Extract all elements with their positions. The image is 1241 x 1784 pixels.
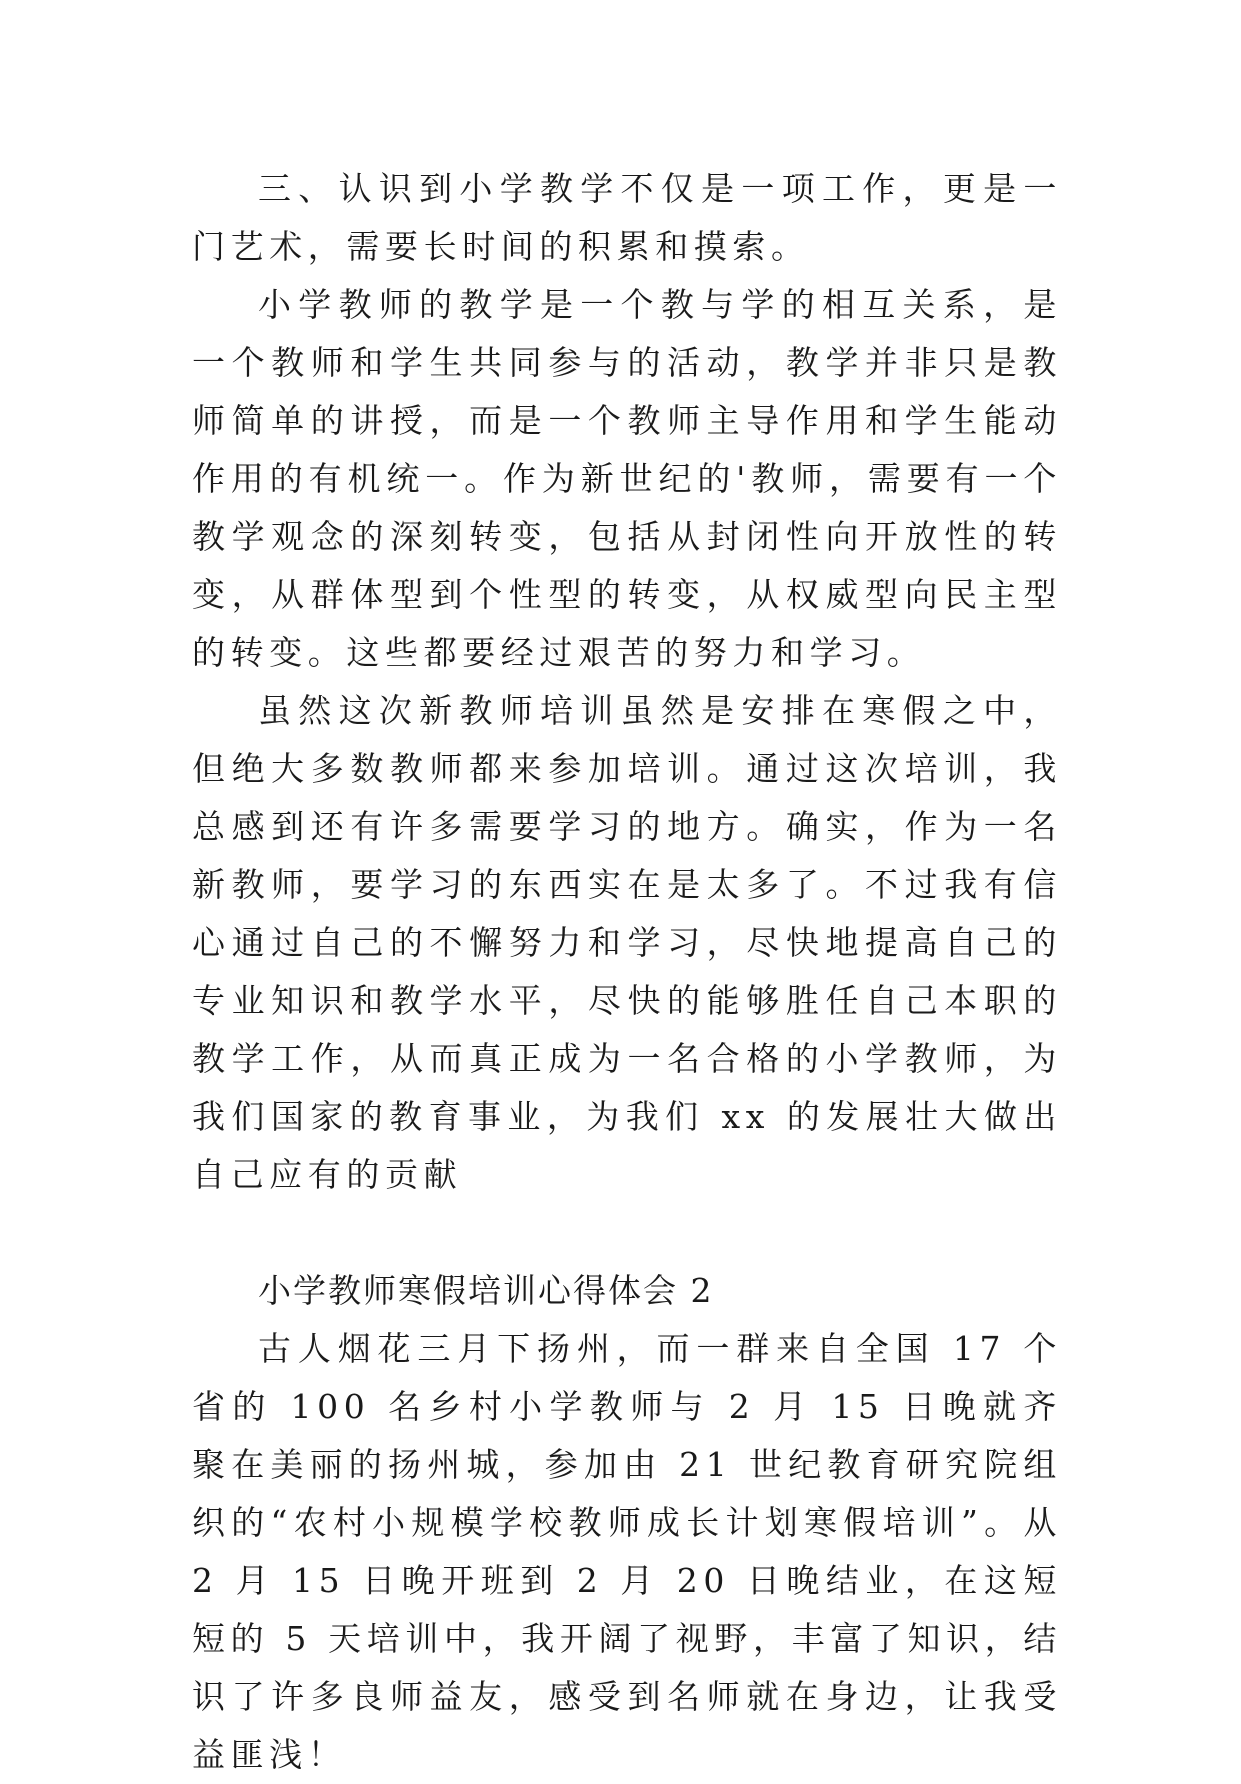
document-body — [192, 160, 1062, 1784]
paragraph-point-three: 三、认识到小学教学不仅是一项工作，更是一门艺术，需要长时间的积累和摸索。 — [192, 169, 1062, 266]
paragraph-teaching-relationship: 小学教师的教学是一个教与学的相互关系，是一个教师和学生共同参与的活动，教学并非只是教师简单的讲授，而是一个教师主导作用和学生能动作用的有机统一。作为新世纪的'教师，需要有一个教学观念的深刻转变，包括从封闭性向开放性的转变，从群体型到个性型的转变，从权威型向民主型的转变。这些都要经过艰苦的努力和学习。 — [192, 285, 1062, 672]
paragraph-yangzhou-training: 古人烟花三月下扬州，而一群来自全国 17 个省的 100 名乡村小学教师与 2 月 15 日晚就齐聚在美丽的扬州城，参加由 21 世纪教育研究院组织的“农村小规模学校教师成长计划寒假培训”。从 2 月 15 日晚开班到 2 月 20 日晚结业，在这短短的 5 天培训中，我开阔了视野，丰富了知识，结识了许多良师益友，感受到名师就在身边，让我受益匪浅！ — [192, 1329, 1062, 1774]
paragraph-training-reflection: 虽然这次新教师培训虽然是安排在寒假之中，但绝大多数教师都来参加培训。通过这次培训，我总感到还有许多需要学习的地方。确实，作为一名新教师，要学习的东西实在是太多了。不过我有信心通过自己的不懈努力和学习，尽快地提高自己的专业知识和教学水平，尽快的能够胜任自己本职的教学工作，从而真正成为一名合格的小学教师，为我们国家的教育事业，为我们 xx 的发展壮大做出自己应有的贡献 — [192, 691, 1062, 1194]
section-title: 小学教师寒假培训心得体会 2 — [258, 1271, 714, 1310]
